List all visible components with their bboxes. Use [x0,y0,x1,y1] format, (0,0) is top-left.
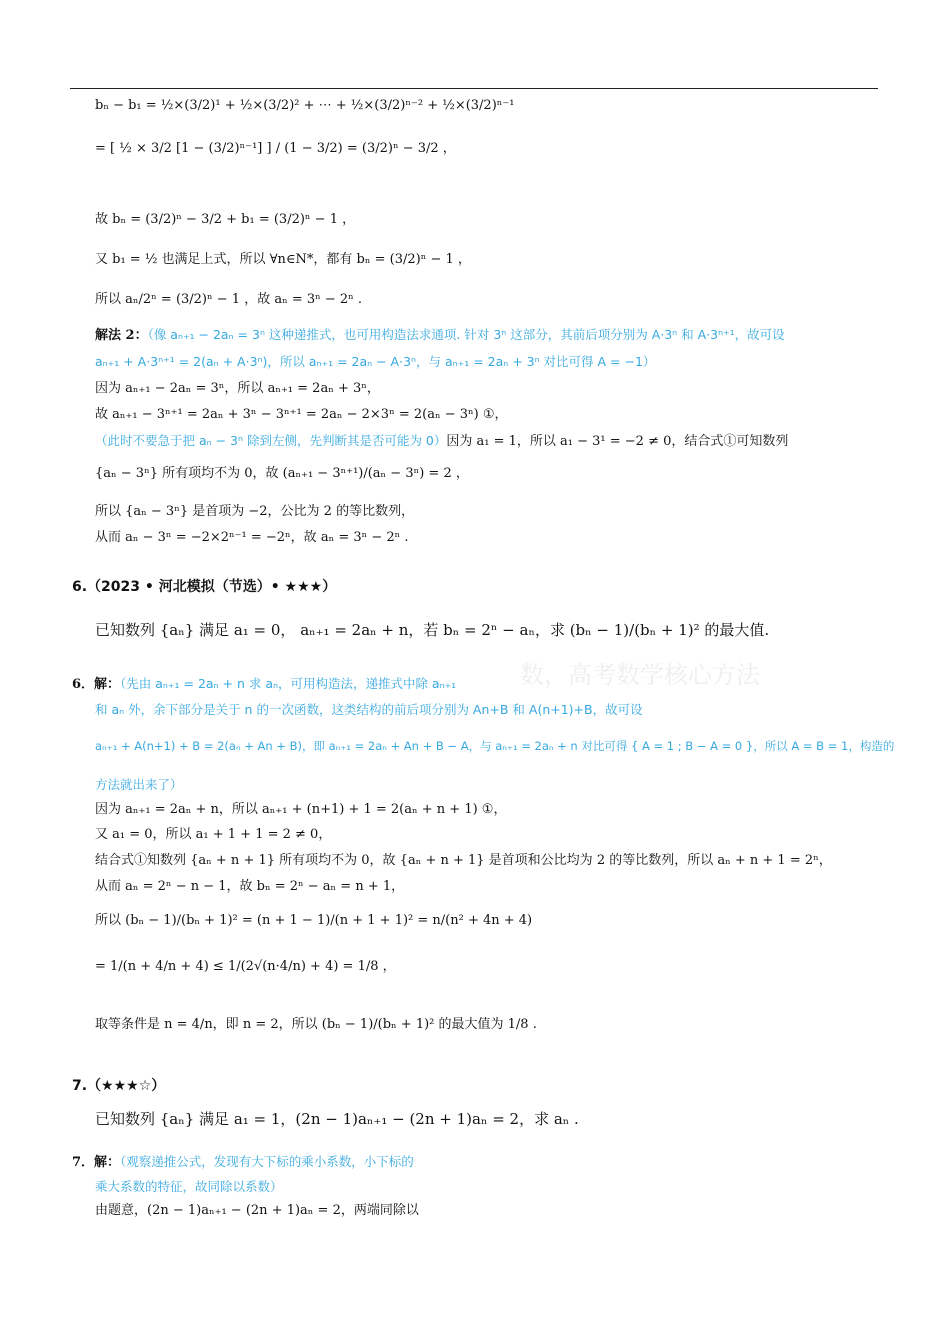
text-line: 所以 {aₙ − 3ⁿ} 是首项为 −2，公比为 2 的等比数列， [95,504,415,519]
text-line: 取等条件是 n = 4/n，即 n = 2，所以 (bₙ − 1)/(bₙ + 1)² 的最大值为 1/8 . [95,1017,537,1032]
text-line: {aₙ − 3ⁿ} 所有项均不为 0，故 (aₙ₊₁ − 3ⁿ⁺¹)/(aₙ − 3ⁿ) = 2 ， [95,466,469,481]
solution-7-label: 7．解： [72,1155,121,1170]
text-line: 因为 aₙ₊₁ = 2aₙ + n，所以 aₙ₊₁ + (n+1) + 1 = 2(aₙ + n + 1) ①， [95,802,507,817]
solution-6-label: 6．解： [72,677,121,692]
formula-line: 所以 (bₙ − 1)/(bₙ + 1)² = (n + 1 − 1)/(n + 1 + 1)² = n/(n² + 4n + 4) [95,913,533,928]
solution-6-note: 方法就出来了） [95,777,183,792]
text-line: 由题意，(2n − 1)aₙ₊₁ − (2n + 1)aₙ = 2，两端同除以 [95,1203,419,1218]
formula-line: 故 aₙ₊₁ − 3ⁿ⁺¹ = 2aₙ + 3ⁿ − 3ⁿ⁺¹ = 2aₙ − 2×3ⁿ = 2(aₙ − 3ⁿ) ①， [95,407,508,422]
formula-line: = 1/(n + 4/n + 4) ≤ 1/(2√(n·4/n) + 4) = 1/8 ， [95,959,396,974]
solution-7-note: （观察递推公式，发现有大下标的乘小系数，小下标的 [120,1154,414,1169]
solution-6-note: 和 aₙ 外，余下部分是关于 n 的一次函数，这类结构的前后项分别为 An+B 和 A(n+1)+B，故可设 [95,702,643,717]
solution-6-note: aₙ₊₁ + A(n+1) + B = 2(aₙ + An + B)，即 aₙ₊₁ = 2aₙ + An + B − A，与 aₙ₊₁ = 2aₙ + n 对比可得 { A = 1 ; B − A = 0 }，所以 A = B = 1，构造的 [95,739,895,753]
solution-7-note: 乘大系数的特征，故同除以系数） [95,1179,283,1194]
text-line: 又 b₁ = ½ 也满足上式，所以 ∀n∈N*，都有 bₙ = (3/2)ⁿ − 1 ， [95,252,471,267]
header-rule [70,88,878,89]
question-7-heading: 7.（★★★☆） [72,1078,166,1094]
method-2-label: 解法 2： [95,328,148,343]
method-2-note: aₙ₊₁ + A·3ⁿ⁺¹ = 2(aₙ + A·3ⁿ)，所以 aₙ₊₁ = 2aₙ − A·3ⁿ，与 aₙ₊₁ = 2aₙ + 3ⁿ 对比可得 A = −1） [95,354,656,369]
hint-note: （此时不要急于把 aₙ − 3ⁿ 除到左侧，先判断其是否可能为 0） [95,433,447,448]
text-line: 从而 aₙ = 2ⁿ − n − 1，故 bₙ = 2ⁿ − aₙ = n + 1， [95,879,405,894]
question-7-body: 已知数列 {aₙ} 满足 a₁ = 1，(2n − 1)aₙ₊₁ − (2n + 1)aₙ = 2，求 aₙ . [95,1110,579,1128]
watermark: 数，高考数学核心方法 [520,661,760,689]
formula-line: bₙ − b₁ = ½×(3/2)¹ + ½×(3/2)² + ⋯ + ½×(3/2)ⁿ⁻² + ½×(3/2)ⁿ⁻¹ [95,98,515,113]
question-6-heading: 6.（2023 • 河北模拟（节选）• ★★★） [72,579,337,595]
question-6-body: 已知数列 {aₙ} 满足 a₁ = 0， aₙ₊₁ = 2aₙ + n，若 bₙ = 2ⁿ − aₙ，求 (bₙ − 1)/(bₙ + 1)² 的最大值. [95,621,770,639]
formula-line: = [ ½ × 3/2 [1 − (3/2)ⁿ⁻¹] ] / (1 − 3/2) = (3/2)ⁿ − 3/2 ， [95,141,456,156]
text-line: 因为 aₙ₊₁ − 2aₙ = 3ⁿ，所以 aₙ₊₁ = 2aₙ + 3ⁿ， [95,381,380,396]
text-line: 又 a₁ = 0，所以 a₁ + 1 + 1 = 2 ≠ 0， [95,827,332,842]
text-line: 所以 aₙ/2ⁿ = (3/2)ⁿ − 1 ，故 aₙ = 3ⁿ − 2ⁿ . [95,292,363,307]
method-2-note: （像 aₙ₊₁ − 2aₙ = 3ⁿ 这种递推式，也可用构造法求通项. 针对 3ⁿ 这部分，其前后项分别为 A·3ⁿ 和 A·3ⁿ⁺¹，故可设 [147,327,785,342]
text-line: 从而 aₙ − 3ⁿ = −2×2ⁿ⁻¹ = −2ⁿ，故 aₙ = 3ⁿ − 2ⁿ . [95,530,409,545]
solution-6-note: （先由 aₙ₊₁ = 2aₙ + n 求 aₙ，可用构造法，递推式中除 aₙ₊₁ [120,676,457,691]
text-line: 因为 a₁ = 1，所以 a₁ − 3¹ = −2 ≠ 0，结合式①可知数列 [446,434,789,449]
text-line: 结合式①知数列 {aₙ + n + 1} 所有项均不为 0，故 {aₙ + n + 1} 是首项和公比均为 2 的等比数列，所以 aₙ + n + 1 = 2ⁿ， [95,853,832,868]
formula-line: 故 bₙ = (3/2)ⁿ − 3/2 + b₁ = (3/2)ⁿ − 1 ， [95,212,356,227]
